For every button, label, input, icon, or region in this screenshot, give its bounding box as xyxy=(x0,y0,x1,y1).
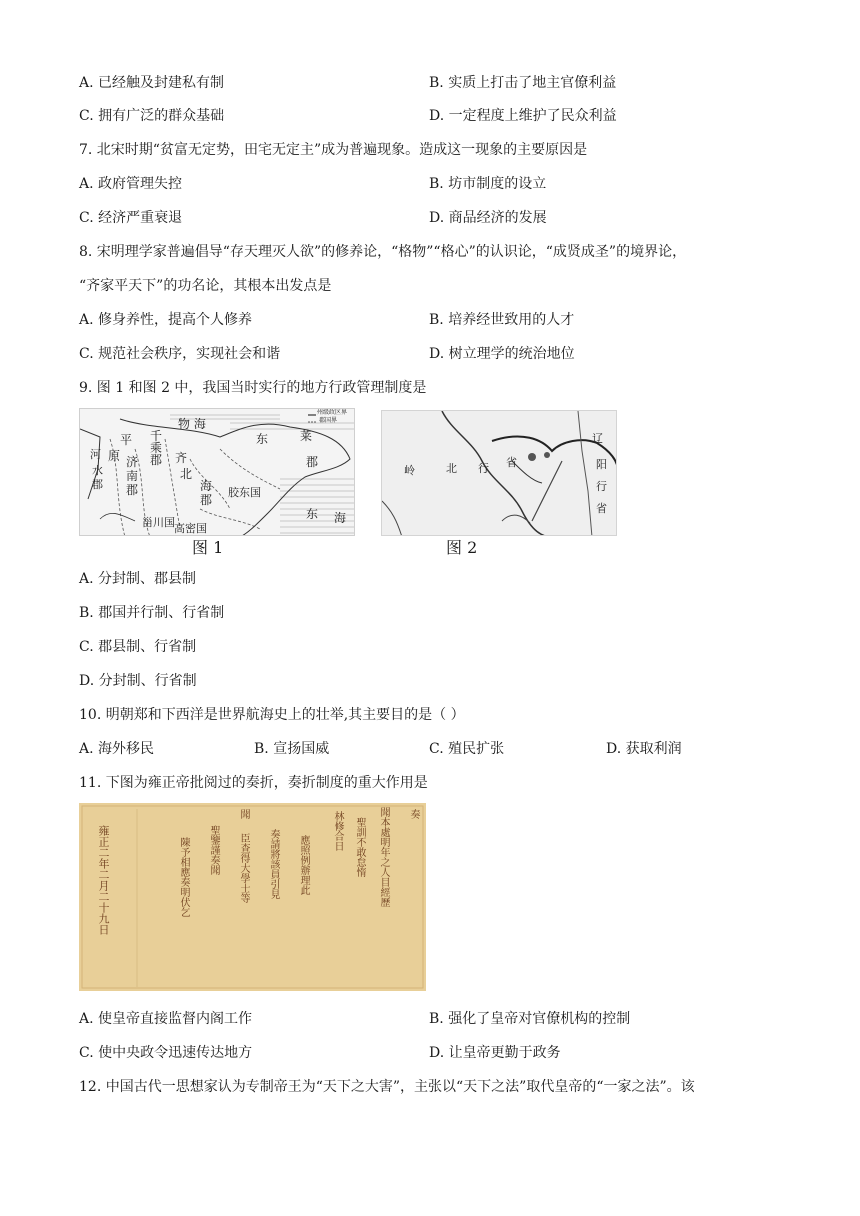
memorial-col5: 應照例辦理此 xyxy=(298,835,309,895)
memorial-top-left: 聞 xyxy=(238,809,249,819)
q8-stem-line1: 8. 宋明理学家普遍倡导“存天理灭人欲”的修养论，“格物”“格心”的认识论，“成贤成圣”的境界论， xyxy=(79,244,687,260)
map1-label-hai-top: 物 海 xyxy=(178,417,206,431)
memorial-paper xyxy=(79,803,426,991)
map1-label-dong2: 东 xyxy=(306,507,319,521)
map2-drawing xyxy=(382,411,617,536)
map1-label-ping: 平 xyxy=(120,433,133,447)
q11-option-b: B. 强化了皇帝对官僚机构的控制 xyxy=(429,1011,631,1027)
q7-option-c: C. 经济严重衰退 xyxy=(79,210,183,226)
q7-option-b: B. 坊市制度的设立 xyxy=(429,176,547,192)
q11-option-c: C. 使中央政令迅速传达地方 xyxy=(79,1045,253,1061)
map1-label-dong: 东 xyxy=(256,432,269,446)
q7-stem: 7. 北宋时期“贫富无定势，田宅无定主”成为普遍现象。造成这一现象的主要原因是 xyxy=(79,142,588,158)
memorial-date: 雍正二年二月二十九日 xyxy=(97,825,110,935)
map2-label-sheng: 省 xyxy=(596,502,607,515)
map1-label-jun3: 郡 xyxy=(200,493,213,507)
q12-stem: 12. 中国古代一思想家认为专制帝王为“天下之大害”，主张以“天下之法”取代皇帝的“一家之法”。该 xyxy=(79,1079,695,1095)
map1-label-zichuan: 甾川国 xyxy=(142,516,175,529)
q10-option-b: B. 宣扬国威 xyxy=(254,741,330,757)
map1-label-qian: 千 xyxy=(150,429,163,443)
yongzheng-memorial-image xyxy=(79,803,426,991)
memorial-col3: 臣查得大學士等 xyxy=(238,833,249,903)
memorial-col7: 聖訓不敢怠惰 xyxy=(354,817,365,877)
q7-option-d: D. 商品经济的发展 xyxy=(429,210,547,226)
q9-option-b: B. 郡国并行制、行省制 xyxy=(79,605,225,621)
q8-option-c: C. 规范社会秩序，实现社会和谐 xyxy=(79,346,281,362)
q10-option-a: A. 海外移民 xyxy=(79,741,155,757)
q11-option-d: D. 让皇帝更勤于政务 xyxy=(429,1045,561,1061)
q9-option-a: A. 分封制、郡县制 xyxy=(79,571,197,587)
figure-1-caption: 图 1 xyxy=(192,538,224,557)
map1-legend-state-border: 州级政区界 xyxy=(317,409,348,416)
map2-label-ling: 岭 xyxy=(404,464,415,477)
map1-label-bei: 北 xyxy=(180,467,193,481)
q11-option-a: A. 使皇帝直接监督内阁工作 xyxy=(79,1011,253,1027)
map1-label-shui: 水 xyxy=(92,464,103,477)
map1-label-lai: 莱 xyxy=(300,429,313,443)
map1-label-jun4: 郡 xyxy=(92,478,103,491)
map2-label-sheng2: 省 xyxy=(506,456,517,469)
q10-option-c: C. 殖民扩张 xyxy=(429,741,505,757)
map1-label-jun-right: 郡 xyxy=(306,455,319,469)
q8-option-a: A. 修身养性，提高个人修养 xyxy=(79,312,253,328)
figure-2-map xyxy=(381,410,617,536)
map1-label-jun1: 郡 xyxy=(150,453,163,467)
q11-stem: 11. 下图为雍正帝批阅过的奏折，奏折制度的重大作用是 xyxy=(79,775,428,791)
memorial-col4: 奏請將該員引見 xyxy=(268,829,279,899)
map1-label-hai2: 海 xyxy=(334,511,347,525)
map1-label-cheng: 乘 xyxy=(150,441,163,455)
q9-stem: 9. 图 1 和图 2 中，我国当时实行的地方行政管理制度是 xyxy=(79,380,427,396)
map2-label-yang: 阳 xyxy=(596,458,607,471)
q8-option-d: D. 树立理学的统治地位 xyxy=(429,346,575,362)
q8-stem-line2: “齐家平天下”的功名论，其根本出发点是 xyxy=(79,278,332,294)
q10-option-d: D. 获取利润 xyxy=(606,741,682,757)
q6-option-a: A. 已经触及封建私有制 xyxy=(79,75,225,91)
memorial-col6: 聞本處明年之人目經歷 xyxy=(378,807,389,907)
map2-label-bei: 北 xyxy=(446,462,457,475)
map2-label-xing: 行 xyxy=(596,480,607,493)
map2-label-xing2: 行 xyxy=(478,462,489,475)
q9-option-d: D. 分封制、行省制 xyxy=(79,673,197,689)
map1-label-he: 河 xyxy=(90,448,101,461)
q6-option-b: B. 实质上打击了地主官僚利益 xyxy=(429,75,617,91)
q6-option-c: C. 拥有广泛的群众基础 xyxy=(79,108,225,124)
map1-legend-commandery-border: 郡国界 xyxy=(319,417,338,424)
map1-label-qi: 齐 xyxy=(175,451,188,465)
map1-label-nan: 南 xyxy=(126,469,139,483)
map1-label-gaomi: 高密国 xyxy=(174,522,207,535)
map1-label-yuan: 原 xyxy=(108,449,121,463)
q7-option-a: A. 政府管理失控 xyxy=(79,176,183,192)
q8-option-b: B. 培养经世致用的人才 xyxy=(429,312,575,328)
map1-label-ji: 济 xyxy=(126,455,139,469)
map1-label-hai-mid: 海 xyxy=(200,479,213,493)
memorial-col8: 林修合日 xyxy=(332,811,343,851)
memorial-col2: 聖鑒謹奏聞 xyxy=(208,825,219,875)
q10-stem: 10. 明朝郑和下西洋是世界航海史上的壮举,其主要目的是（ ） xyxy=(79,707,465,723)
memorial-col1: 陳予相應奏明伏乞 xyxy=(178,837,189,917)
figure-1-map xyxy=(79,408,355,536)
map1-label-jun2: 郡 xyxy=(126,483,139,497)
figure-2-caption: 图 2 xyxy=(446,538,478,557)
q6-option-d: D. 一定程度上维护了民众利益 xyxy=(429,108,617,124)
q9-option-c: C. 郡县制、行省制 xyxy=(79,639,197,655)
map2-label-liao: 辽 xyxy=(592,432,603,445)
map1-label-jiaodong: 胶东国 xyxy=(228,486,261,499)
memorial-top-right: 奏 xyxy=(408,809,419,819)
